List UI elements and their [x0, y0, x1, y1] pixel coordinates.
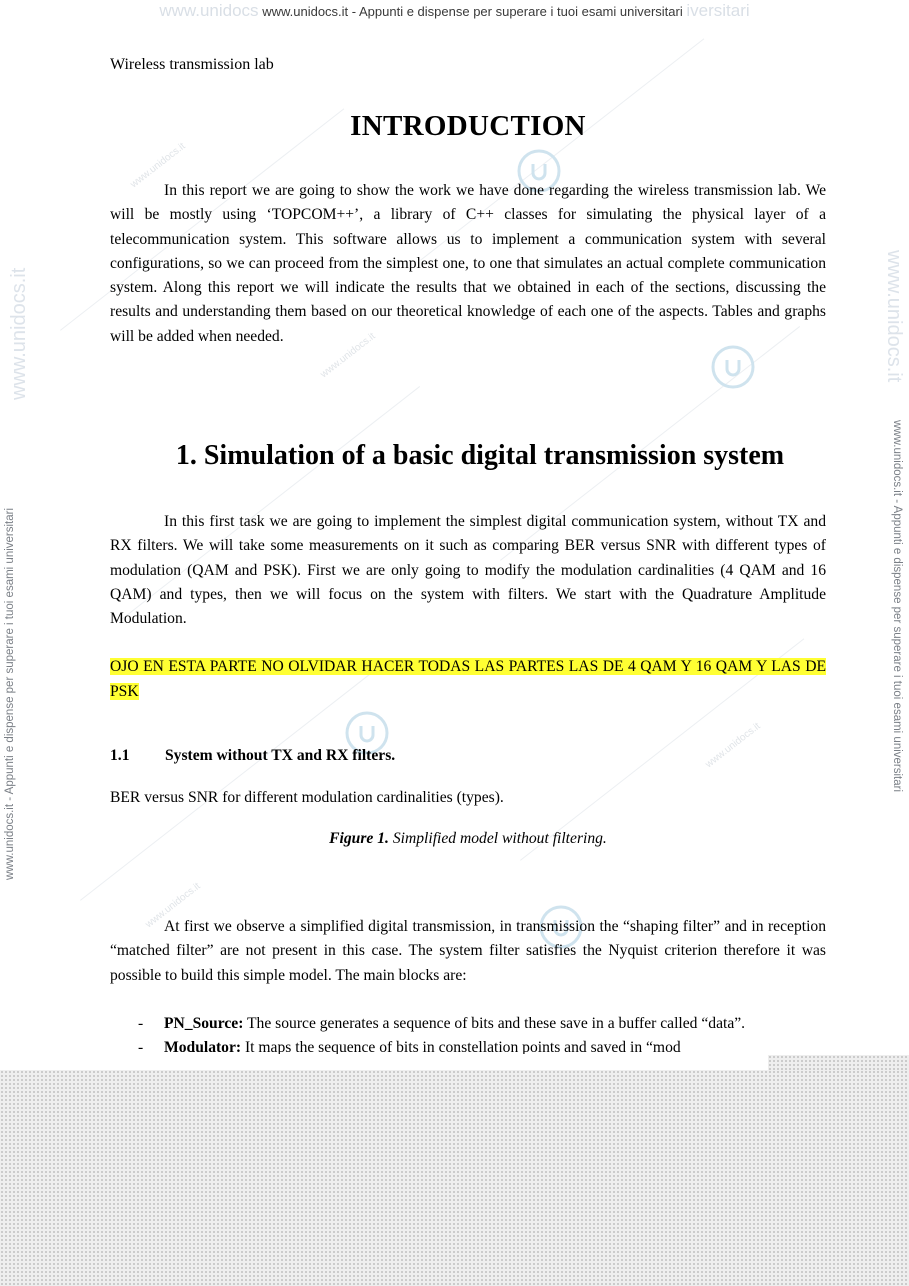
- left-watermark-ghost: www.unidocs.it: [8, 267, 30, 400]
- top-watermark-ghost-right: iversitari: [686, 1, 750, 20]
- figure-caption: [110, 830, 826, 848]
- subsection-title: System without TX and RX filters.: [165, 747, 396, 764]
- list-item-term: Modulator:: [164, 1039, 242, 1055]
- section-1-paragraph: In this first task we are going to implement the simplest digital communication system, without TX and RX filters. We will take some measurements on it such as comparing BER versus SNR with different types of modulation (QAM and PSK). First we are only going to modify the modulation cardinalities (4 QAM and 16 QAM) and types, then we will focus on the system with filters. We start with the Quadrature Amplitude Modulation.: [110, 513, 826, 628]
- diagonal-watermark-text: www.unidocs.it: [128, 140, 188, 191]
- highlighted-note-text: OJO EN ESTA PARTE NO OLVIDAR HACER TODAS LAS PARTES LAS DE 4 QAM Y 16 QAM Y LAS DE PSK: [110, 658, 826, 700]
- diagonal-watermark-text: www.unidocs.it: [703, 720, 763, 771]
- preview-blur-overlay: [0, 1070, 909, 1286]
- ber-description: BER versus SNR for different modulation cardinalities (types).: [110, 789, 504, 806]
- top-watermark-text: www.unidocs.it - Appunti e dispense per superare i tuoi esami universitari: [262, 4, 683, 19]
- list-item: [110, 1012, 826, 1036]
- diagonal-watermark-text: www.unidocs.it: [143, 880, 203, 931]
- top-watermark: [0, 0, 909, 22]
- subsection-heading: [110, 747, 395, 765]
- list-item-text: The source generates a sequence of bits and these save in a buffer called “data”.: [243, 1015, 746, 1032]
- left-watermark: www.unidocs.it - Appunti e dispense per superare i tuoi esami universitari: [4, 507, 16, 880]
- document-header: Wireless transmission lab: [110, 56, 274, 73]
- unidocs-logo-icon: [710, 344, 756, 390]
- section-1-title: 1. Simulation of a basic digital transmission system: [175, 440, 785, 471]
- page-title: INTRODUCTION: [350, 110, 586, 142]
- list-item: [110, 1036, 826, 1054]
- subsection-number: 1.1: [110, 747, 130, 764]
- list-bullet: -: [138, 1015, 144, 1032]
- diagonal-watermark-text: www.unidocs.it: [318, 330, 378, 381]
- list-item-text: It maps the sequence of bits in constellation points and saved in “mod: [241, 1039, 681, 1055]
- right-watermark: www.unidocs.it - Appunti e dispense per superare i tuoi esami universitari: [891, 420, 903, 793]
- top-watermark-ghost-left: www.unidocs: [159, 1, 259, 20]
- intro-paragraph: In this report we are going to show the work we have done regarding the wireless transmission lab. We will be mostly using ‘TOPCOM++’, a library of C++ classes for simulating the physical layer of a telecommunication system. This software allows us to implement a communication system with several configurations, so we can proceed from the simplest one, to one that simulates an actual complete communication system. Along this report we will indicate the results that we obtained in each of the sections, discussing the results and understanding them based on our theoretical knowledge of each one of the aspects. Tables and graphs will be added when needed.: [110, 182, 826, 345]
- block-list: [110, 1012, 826, 1054]
- figure-label: Figure 1.: [329, 830, 389, 847]
- figure-caption-text: Simplified model without filtering.: [392, 830, 607, 847]
- model-paragraph: At first we observe a simplified digital transmission, in transmission the “shaping filter” and in reception “matched filter” are not present in this case. The system filter satisfies the Nyquist criterion therefore it was possible to build this simple model. The main blocks are:: [110, 918, 826, 984]
- preview-blur-overlay-tab: [768, 1055, 909, 1071]
- list-item-term: PN_Source:: [164, 1015, 244, 1032]
- right-watermark-ghost: www.unidocs.it: [883, 250, 905, 383]
- highlighted-note: [110, 655, 826, 704]
- list-bullet: -: [138, 1039, 144, 1055]
